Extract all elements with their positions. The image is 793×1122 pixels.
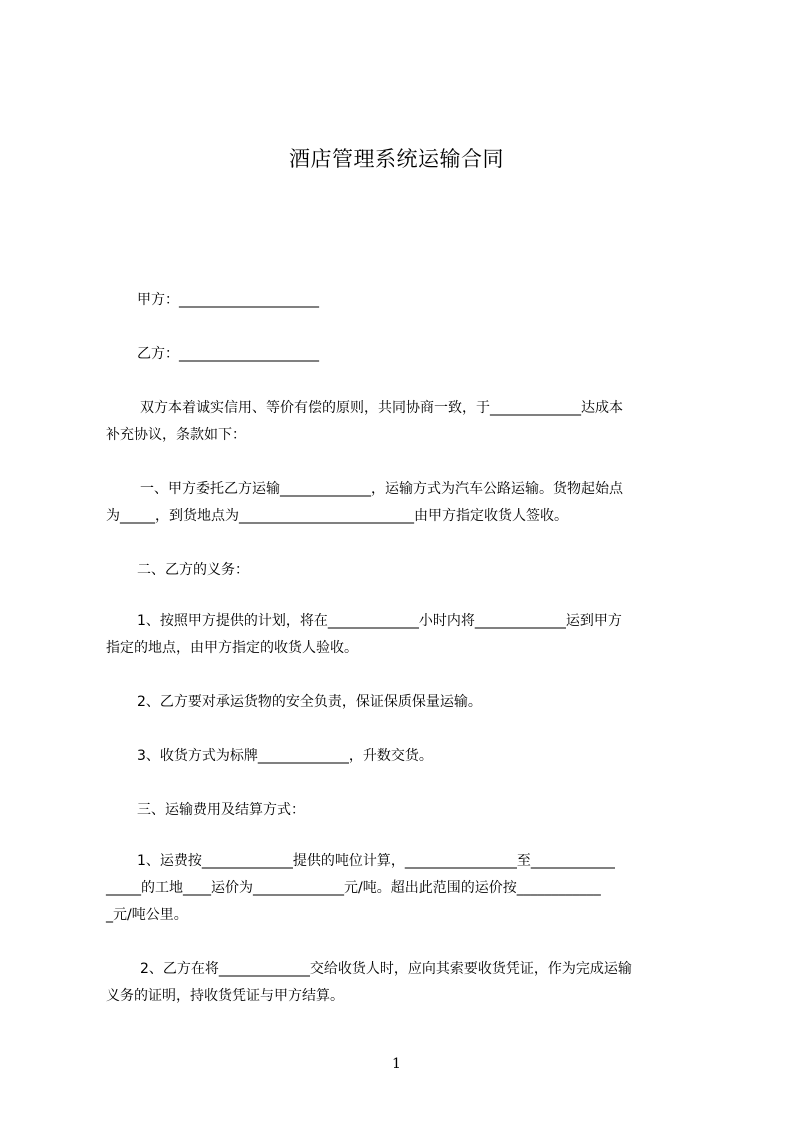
clause-3-item-1-line-3: _元/吨公里。 [106,907,188,923]
clause-3-item-2-line-1: 2、乙方在将_____________交给收货人时，应向其索要收货凭证，作为完成运输 [140,961,632,977]
clause-1-line-1: 一、甲方委托乙方运输_____________，运输方式为汽车公路运输。货物起始点 [140,481,623,497]
clause-3-item-1-line-2: _____的工地____运价为_____________元/吨。超出此范围的运价按____________ [106,880,601,896]
clause-1-line-2: 为_____，到货地点为_________________________由甲方指定收货人签收。 [106,508,568,524]
clause-2-item-2: 2、乙方要对承运货物的安全负责，保证保质保量运输。 [137,694,482,710]
preamble-line-2: 补充协议，条款如下： [106,427,246,443]
clause-3-item-1-line-1: 1、运费按_____________提供的吨位计算，________________至____________ [137,853,615,869]
page-number: 1 [392,1056,401,1072]
clause-2-heading: 二、乙方的义务： [137,562,249,578]
party-a-line: 甲方：____________________ [137,292,319,308]
clause-3-item-2-line-2: 义务的证明，持收货凭证与甲方结算。 [106,988,344,1004]
document-title: 酒店管理系统运输合同 [289,147,504,171]
clause-2-item-1-line-1: 1、按照甲方提供的计划，将在_____________小时内将_____________运到甲方 [137,613,622,629]
clause-2-item-3: 3、收货方式为标牌_____________，升数交货。 [137,748,433,764]
party-b-line: 乙方：____________________ [137,346,319,362]
preamble-line-1: 双方本着诚实信用、等价有偿的原则，共同协商一致，于_____________达成本 [140,400,623,416]
clause-3-heading: 三、运输费用及结算方式： [137,802,305,818]
clause-2-item-1-line-2: 指定的地点，由甲方指定的收货人验收。 [106,640,358,656]
